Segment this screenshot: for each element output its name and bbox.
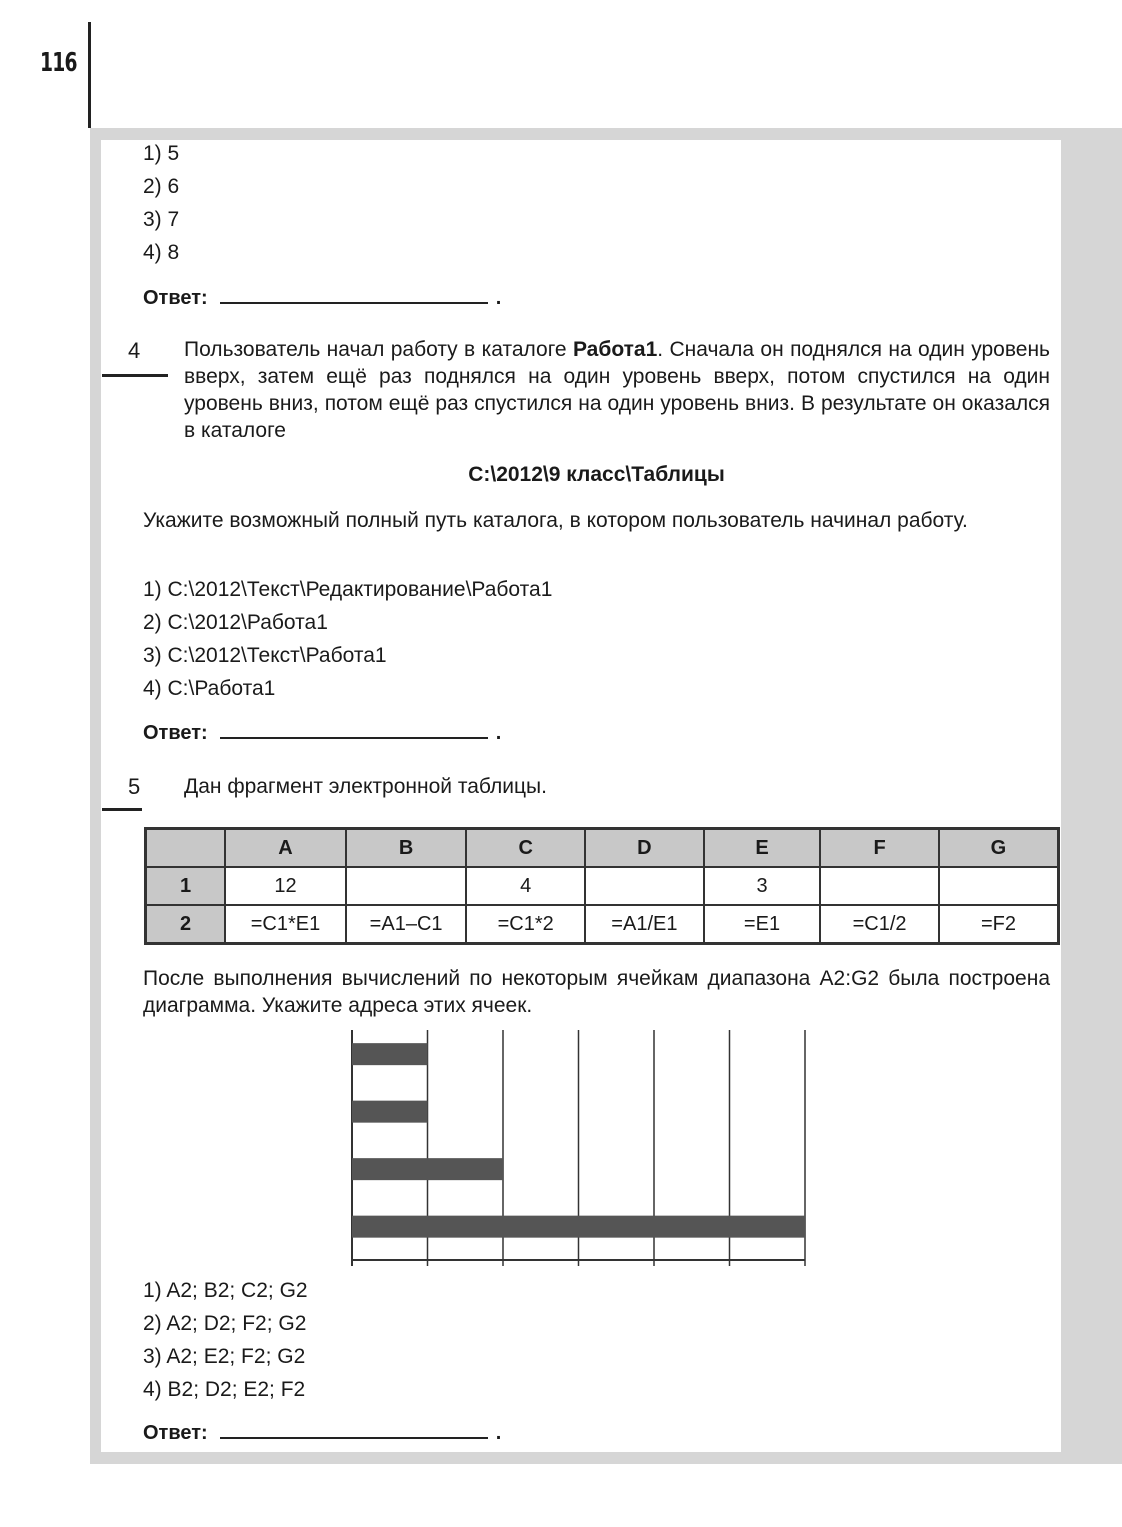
q4-option-3: 3) C:\2012\Текст\Работа1 [143, 644, 387, 667]
margin-rule [88, 22, 91, 128]
q4-option-4: 4) C:\Работа1 [143, 677, 276, 700]
q5-option-1: 1) A2; B2; C2; G2 [143, 1279, 308, 1302]
row-header: 2 [146, 905, 226, 944]
q5-number: 5 [128, 774, 141, 799]
cell-b2: =A1–C1 [346, 905, 467, 944]
q4-text: Пользователь начал работу в каталоге Работа1. Сначала он поднялся на один уровень вверх, затем ещё раз поднялся на один уровень вверх, потом спустился на один уровень вниз, потом ещё раз спустился на один уровень вниз. В результате он оказался в каталоге [184, 338, 1050, 442]
cell-e1: 3 [704, 867, 821, 905]
column-header: B [346, 829, 467, 868]
q4-question: Укажите возможный полный путь каталога, в котором пользователь начинал работу. [143, 509, 968, 532]
q3-option-3: 3) 7 [143, 208, 180, 231]
bar-1 [352, 1043, 428, 1065]
table-row [146, 867, 1059, 905]
q4-path: C:\2012\9 класс\Таблицы [468, 463, 725, 486]
q5-answer-row[interactable]: Ответ: . [143, 1422, 502, 1444]
q5-question: После выполнения вычислений по некоторым ячейкам диапазона A2:G2 была построена диаграмма. Укажите адреса этих ячеек. [143, 967, 1050, 1017]
cell-a1: 12 [225, 867, 346, 905]
q3-option-2: 2) 6 [143, 175, 180, 198]
q5-option-4: 4) B2; D2; E2; F2 [143, 1378, 306, 1401]
q3-answer-row[interactable]: Ответ: . [143, 287, 502, 309]
cell-d1 [585, 867, 704, 905]
column-header: A [225, 829, 346, 868]
q4-number: 4 [128, 338, 141, 363]
q5-option-3: 3) A2; E2; F2; G2 [143, 1345, 306, 1368]
bar-2 [352, 1101, 428, 1123]
page-number: 116 [40, 48, 77, 78]
q3-option-1: 1) 5 [143, 142, 180, 165]
q5-number-bar [102, 808, 142, 811]
column-header: D [585, 829, 704, 868]
cell-f1 [820, 867, 939, 905]
answer-label: Ответ: [143, 1422, 208, 1444]
cell-e2: =E1 [704, 905, 821, 944]
column-header: C [466, 829, 585, 868]
answer-blank[interactable] [220, 723, 488, 739]
cell-c2: =C1*2 [466, 905, 585, 944]
bar-chart [340, 1026, 820, 1272]
cell-c1: 4 [466, 867, 585, 905]
q4-option-2: 2) C:\2012\Работа1 [143, 611, 328, 634]
cell-f2: =C1/2 [820, 905, 939, 944]
cell-d2: =A1/E1 [585, 905, 704, 944]
column-header: E [704, 829, 821, 868]
table-header-row [146, 829, 1059, 868]
q3-option-4: 4) 8 [143, 241, 180, 264]
column-header: G [939, 829, 1059, 868]
q4-number-bar [102, 374, 168, 377]
table-row [146, 905, 1059, 944]
bar-4 [352, 1216, 805, 1238]
q5-intro: Дан фрагмент электронной таблицы. [184, 775, 547, 798]
cell-g1 [939, 867, 1059, 905]
cell-a2: =C1*E1 [225, 905, 346, 944]
answer-blank[interactable] [220, 288, 488, 304]
q4-option-1: 1) C:\2012\Текст\Редактирование\Работа1 [143, 578, 553, 601]
q4-answer-row[interactable]: Ответ: . [143, 722, 502, 744]
bar-3 [352, 1158, 503, 1180]
row-header: 1 [146, 867, 226, 905]
cell-g2: =F2 [939, 905, 1059, 944]
column-header: F [820, 829, 939, 868]
corner-cell [146, 829, 226, 868]
answer-label: Ответ: [143, 287, 208, 309]
answer-blank[interactable] [220, 1423, 488, 1439]
cell-b1 [346, 867, 467, 905]
q5-option-2: 2) A2; D2; F2; G2 [143, 1312, 307, 1335]
answer-label: Ответ: [143, 722, 208, 744]
spreadsheet-table [144, 827, 1060, 945]
